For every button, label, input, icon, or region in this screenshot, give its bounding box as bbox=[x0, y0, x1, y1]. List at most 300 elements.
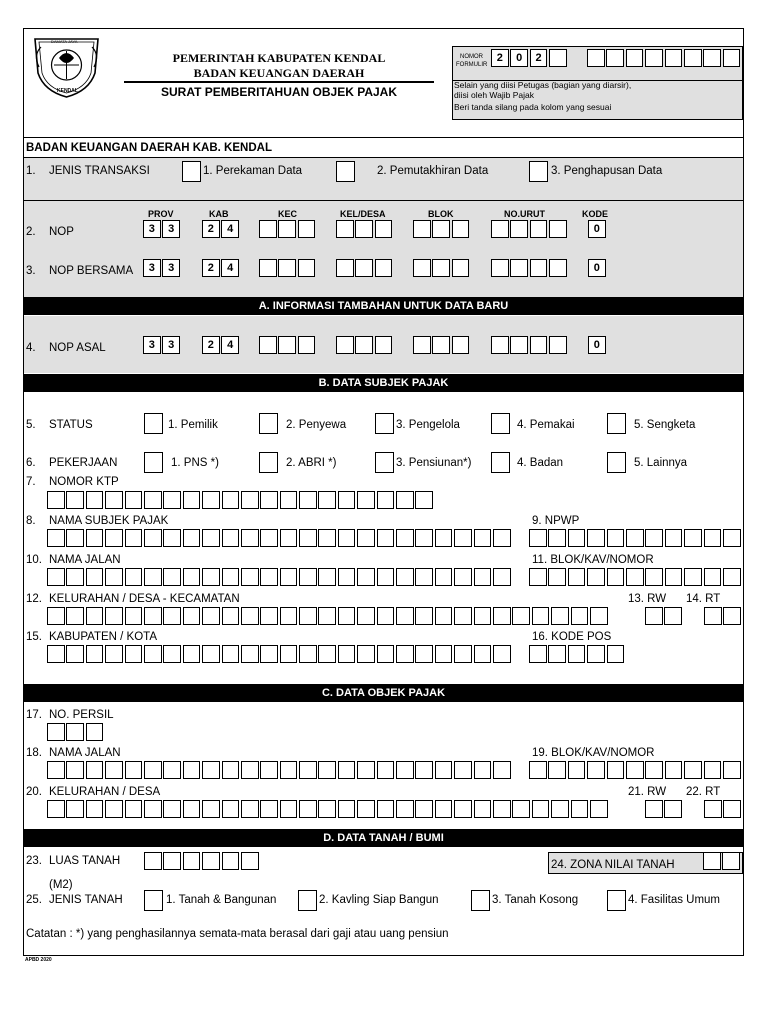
char-cell[interactable] bbox=[415, 800, 433, 818]
char-cell[interactable] bbox=[338, 800, 356, 818]
nop-digit[interactable]: 2 bbox=[202, 336, 220, 354]
char-cell[interactable] bbox=[105, 491, 123, 509]
char-cell[interactable] bbox=[607, 645, 625, 663]
char-cell[interactable] bbox=[144, 568, 162, 586]
nop-digit[interactable] bbox=[530, 259, 548, 277]
nop-digit[interactable] bbox=[336, 220, 354, 238]
char-cell[interactable] bbox=[241, 529, 259, 547]
nop-digit[interactable] bbox=[491, 336, 509, 354]
char-cell[interactable] bbox=[202, 529, 220, 547]
char-cell[interactable] bbox=[665, 761, 683, 779]
pekerjaan-pensiunan-checkbox[interactable] bbox=[375, 452, 394, 473]
char-cell[interactable] bbox=[183, 761, 201, 779]
char-cell[interactable] bbox=[396, 645, 414, 663]
char-cell[interactable] bbox=[86, 607, 104, 625]
nop-digit[interactable] bbox=[298, 259, 316, 277]
char-cell[interactable] bbox=[47, 529, 65, 547]
nomor-digit[interactable] bbox=[703, 49, 721, 67]
char-cell[interactable] bbox=[435, 761, 453, 779]
pemutakhiran-checkbox[interactable] bbox=[336, 161, 355, 182]
nop-digit[interactable] bbox=[259, 220, 277, 238]
char-cell[interactable] bbox=[493, 607, 511, 625]
char-cell[interactable] bbox=[568, 529, 586, 547]
char-cell[interactable] bbox=[260, 491, 278, 509]
char-cell[interactable] bbox=[338, 761, 356, 779]
char-cell[interactable] bbox=[357, 645, 375, 663]
char-cell[interactable] bbox=[338, 645, 356, 663]
char-cell[interactable] bbox=[338, 568, 356, 586]
char-cell[interactable] bbox=[125, 607, 143, 625]
nomor-digit[interactable] bbox=[606, 49, 624, 67]
char-cell[interactable] bbox=[280, 568, 298, 586]
char-cell[interactable] bbox=[66, 607, 84, 625]
char-cell[interactable] bbox=[222, 852, 240, 870]
nomor-digit[interactable] bbox=[549, 49, 567, 67]
char-cell[interactable] bbox=[703, 852, 721, 870]
nomor-digit[interactable]: 2 bbox=[530, 49, 548, 67]
char-cell[interactable] bbox=[587, 645, 605, 663]
char-cell[interactable] bbox=[722, 852, 740, 870]
char-cell[interactable] bbox=[415, 568, 433, 586]
char-cell[interactable] bbox=[548, 645, 566, 663]
nop-digit[interactable] bbox=[549, 336, 567, 354]
char-cell[interactable] bbox=[377, 529, 395, 547]
char-cell[interactable] bbox=[377, 761, 395, 779]
char-cell[interactable] bbox=[222, 761, 240, 779]
nop-digit[interactable] bbox=[375, 336, 393, 354]
char-cell[interactable] bbox=[377, 568, 395, 586]
char-cell[interactable] bbox=[163, 852, 181, 870]
char-cell[interactable] bbox=[260, 529, 278, 547]
char-cell[interactable] bbox=[318, 568, 336, 586]
char-cell[interactable] bbox=[105, 568, 123, 586]
char-cell[interactable] bbox=[66, 568, 84, 586]
char-cell[interactable] bbox=[704, 529, 722, 547]
char-cell[interactable] bbox=[568, 761, 586, 779]
pekerjaan-abri-checkbox[interactable] bbox=[259, 452, 278, 473]
char-cell[interactable] bbox=[144, 800, 162, 818]
char-cell[interactable] bbox=[377, 607, 395, 625]
nop-digit[interactable] bbox=[413, 259, 431, 277]
char-cell[interactable] bbox=[529, 761, 547, 779]
nop-digit[interactable] bbox=[259, 336, 277, 354]
char-cell[interactable] bbox=[318, 491, 336, 509]
nop-digit[interactable] bbox=[355, 259, 373, 277]
char-cell[interactable] bbox=[454, 529, 472, 547]
nop-digit[interactable] bbox=[298, 220, 316, 238]
nop-digit[interactable]: 4 bbox=[221, 220, 239, 238]
nop-digit[interactable] bbox=[413, 336, 431, 354]
char-cell[interactable] bbox=[222, 529, 240, 547]
char-cell[interactable] bbox=[664, 800, 682, 818]
nop-digit[interactable] bbox=[530, 336, 548, 354]
char-cell[interactable] bbox=[47, 607, 65, 625]
char-cell[interactable] bbox=[493, 645, 511, 663]
char-cell[interactable] bbox=[529, 645, 547, 663]
nop-digit[interactable]: 2 bbox=[202, 220, 220, 238]
char-cell[interactable] bbox=[357, 491, 375, 509]
char-cell[interactable] bbox=[607, 568, 625, 586]
char-cell[interactable] bbox=[626, 761, 644, 779]
nop-digit[interactable]: 2 bbox=[202, 259, 220, 277]
char-cell[interactable] bbox=[607, 529, 625, 547]
char-cell[interactable] bbox=[435, 568, 453, 586]
char-cell[interactable] bbox=[47, 761, 65, 779]
status-sengketa-checkbox[interactable] bbox=[607, 413, 626, 434]
char-cell[interactable] bbox=[590, 607, 608, 625]
nop-digit[interactable]: 3 bbox=[143, 259, 161, 277]
char-cell[interactable] bbox=[299, 529, 317, 547]
char-cell[interactable] bbox=[105, 800, 123, 818]
char-cell[interactable] bbox=[357, 568, 375, 586]
char-cell[interactable] bbox=[474, 607, 492, 625]
char-cell[interactable] bbox=[587, 529, 605, 547]
char-cell[interactable] bbox=[529, 568, 547, 586]
char-cell[interactable] bbox=[105, 645, 123, 663]
char-cell[interactable] bbox=[415, 491, 433, 509]
char-cell[interactable] bbox=[163, 568, 181, 586]
nop-digit[interactable] bbox=[432, 220, 450, 238]
pekerjaan-badan-checkbox[interactable] bbox=[491, 452, 510, 473]
char-cell[interactable] bbox=[202, 491, 220, 509]
char-cell[interactable] bbox=[163, 800, 181, 818]
char-cell[interactable] bbox=[183, 568, 201, 586]
char-cell[interactable] bbox=[512, 607, 530, 625]
pekerjaan-lainnya-checkbox[interactable] bbox=[607, 452, 626, 473]
char-cell[interactable] bbox=[299, 645, 317, 663]
nop-digit[interactable]: 3 bbox=[162, 336, 180, 354]
nomor-digit[interactable]: 0 bbox=[510, 49, 528, 67]
nop-digit[interactable] bbox=[452, 220, 470, 238]
char-cell[interactable] bbox=[474, 761, 492, 779]
char-cell[interactable] bbox=[163, 607, 181, 625]
nop-digit[interactable] bbox=[491, 259, 509, 277]
char-cell[interactable] bbox=[183, 529, 201, 547]
char-cell[interactable] bbox=[86, 800, 104, 818]
char-cell[interactable] bbox=[415, 607, 433, 625]
char-cell[interactable] bbox=[241, 607, 259, 625]
nop-digit[interactable] bbox=[259, 259, 277, 277]
char-cell[interactable] bbox=[202, 852, 220, 870]
char-cell[interactable] bbox=[318, 761, 336, 779]
char-cell[interactable] bbox=[318, 645, 336, 663]
char-cell[interactable] bbox=[704, 800, 722, 818]
nop-digit[interactable]: 3 bbox=[162, 220, 180, 238]
char-cell[interactable] bbox=[86, 491, 104, 509]
char-cell[interactable] bbox=[241, 568, 259, 586]
char-cell[interactable] bbox=[415, 761, 433, 779]
char-cell[interactable] bbox=[548, 568, 566, 586]
char-cell[interactable] bbox=[66, 491, 84, 509]
char-cell[interactable] bbox=[202, 568, 220, 586]
nop-digit[interactable]: 4 bbox=[221, 336, 239, 354]
nop-digit[interactable] bbox=[336, 259, 354, 277]
nop-digit[interactable]: 3 bbox=[143, 220, 161, 238]
char-cell[interactable] bbox=[260, 568, 278, 586]
char-cell[interactable] bbox=[723, 761, 741, 779]
char-cell[interactable] bbox=[396, 529, 414, 547]
char-cell[interactable] bbox=[454, 800, 472, 818]
char-cell[interactable] bbox=[222, 491, 240, 509]
char-cell[interactable] bbox=[125, 529, 143, 547]
char-cell[interactable] bbox=[474, 645, 492, 663]
char-cell[interactable] bbox=[551, 607, 569, 625]
char-cell[interactable] bbox=[645, 529, 663, 547]
char-cell[interactable] bbox=[357, 607, 375, 625]
char-cell[interactable] bbox=[704, 607, 722, 625]
char-cell[interactable] bbox=[280, 761, 298, 779]
char-cell[interactable] bbox=[587, 568, 605, 586]
char-cell[interactable] bbox=[415, 645, 433, 663]
char-cell[interactable] bbox=[280, 800, 298, 818]
char-cell[interactable] bbox=[163, 761, 181, 779]
char-cell[interactable] bbox=[529, 529, 547, 547]
nomor-digit[interactable] bbox=[723, 49, 741, 67]
char-cell[interactable] bbox=[144, 852, 162, 870]
char-cell[interactable] bbox=[645, 568, 663, 586]
char-cell[interactable] bbox=[202, 761, 220, 779]
char-cell[interactable] bbox=[396, 761, 414, 779]
char-cell[interactable] bbox=[66, 723, 84, 741]
char-cell[interactable] bbox=[396, 568, 414, 586]
char-cell[interactable] bbox=[183, 645, 201, 663]
char-cell[interactable] bbox=[568, 568, 586, 586]
char-cell[interactable] bbox=[144, 491, 162, 509]
char-cell[interactable] bbox=[66, 529, 84, 547]
char-cell[interactable] bbox=[454, 568, 472, 586]
char-cell[interactable] bbox=[474, 568, 492, 586]
char-cell[interactable] bbox=[163, 645, 181, 663]
char-cell[interactable] bbox=[377, 491, 395, 509]
char-cell[interactable] bbox=[66, 761, 84, 779]
char-cell[interactable] bbox=[222, 568, 240, 586]
nop-digit[interactable] bbox=[510, 336, 528, 354]
nop-digit[interactable]: 3 bbox=[162, 259, 180, 277]
char-cell[interactable] bbox=[590, 800, 608, 818]
char-cell[interactable] bbox=[435, 607, 453, 625]
char-cell[interactable] bbox=[626, 568, 644, 586]
nop-digit[interactable] bbox=[355, 336, 373, 354]
char-cell[interactable] bbox=[493, 568, 511, 586]
nop-digit[interactable]: 0 bbox=[588, 259, 606, 277]
nomor-digit[interactable] bbox=[587, 49, 605, 67]
char-cell[interactable] bbox=[222, 607, 240, 625]
char-cell[interactable] bbox=[474, 800, 492, 818]
char-cell[interactable] bbox=[86, 723, 104, 741]
nop-digit[interactable] bbox=[278, 220, 296, 238]
char-cell[interactable] bbox=[587, 761, 605, 779]
char-cell[interactable] bbox=[299, 761, 317, 779]
char-cell[interactable] bbox=[664, 607, 682, 625]
char-cell[interactable] bbox=[144, 645, 162, 663]
char-cell[interactable] bbox=[571, 800, 589, 818]
char-cell[interactable] bbox=[435, 645, 453, 663]
char-cell[interactable] bbox=[474, 529, 492, 547]
char-cell[interactable] bbox=[377, 800, 395, 818]
nop-digit[interactable] bbox=[375, 259, 393, 277]
nomor-digit[interactable]: 2 bbox=[491, 49, 509, 67]
char-cell[interactable] bbox=[532, 607, 550, 625]
nop-digit[interactable] bbox=[375, 220, 393, 238]
char-cell[interactable] bbox=[396, 491, 414, 509]
char-cell[interactable] bbox=[723, 529, 741, 547]
char-cell[interactable] bbox=[86, 645, 104, 663]
char-cell[interactable] bbox=[260, 607, 278, 625]
char-cell[interactable] bbox=[377, 645, 395, 663]
char-cell[interactable] bbox=[144, 607, 162, 625]
char-cell[interactable] bbox=[645, 607, 663, 625]
char-cell[interactable] bbox=[183, 491, 201, 509]
nop-digit[interactable] bbox=[432, 336, 450, 354]
char-cell[interactable] bbox=[86, 529, 104, 547]
char-cell[interactable] bbox=[125, 491, 143, 509]
char-cell[interactable] bbox=[163, 491, 181, 509]
char-cell[interactable] bbox=[454, 645, 472, 663]
status-pengelola-checkbox[interactable] bbox=[375, 413, 394, 434]
char-cell[interactable] bbox=[357, 800, 375, 818]
char-cell[interactable] bbox=[532, 800, 550, 818]
char-cell[interactable] bbox=[241, 852, 259, 870]
char-cell[interactable] bbox=[435, 529, 453, 547]
char-cell[interactable] bbox=[144, 761, 162, 779]
nop-digit[interactable] bbox=[432, 259, 450, 277]
char-cell[interactable] bbox=[512, 800, 530, 818]
char-cell[interactable] bbox=[665, 529, 683, 547]
nop-digit[interactable]: 0 bbox=[588, 220, 606, 238]
char-cell[interactable] bbox=[260, 800, 278, 818]
char-cell[interactable] bbox=[396, 607, 414, 625]
char-cell[interactable] bbox=[568, 645, 586, 663]
char-cell[interactable] bbox=[260, 645, 278, 663]
char-cell[interactable] bbox=[66, 645, 84, 663]
nomor-digit[interactable] bbox=[626, 49, 644, 67]
char-cell[interactable] bbox=[338, 491, 356, 509]
char-cell[interactable] bbox=[125, 800, 143, 818]
char-cell[interactable] bbox=[357, 761, 375, 779]
char-cell[interactable] bbox=[86, 761, 104, 779]
char-cell[interactable] bbox=[299, 800, 317, 818]
fasilitas-umum-checkbox[interactable] bbox=[607, 890, 626, 911]
nomor-digit[interactable] bbox=[665, 49, 683, 67]
char-cell[interactable] bbox=[125, 761, 143, 779]
status-pemilik-checkbox[interactable] bbox=[144, 413, 163, 434]
char-cell[interactable] bbox=[454, 607, 472, 625]
nop-digit[interactable] bbox=[336, 336, 354, 354]
char-cell[interactable] bbox=[396, 800, 414, 818]
char-cell[interactable] bbox=[493, 800, 511, 818]
char-cell[interactable] bbox=[202, 800, 220, 818]
char-cell[interactable] bbox=[280, 645, 298, 663]
char-cell[interactable] bbox=[299, 491, 317, 509]
nop-digit[interactable] bbox=[510, 259, 528, 277]
char-cell[interactable] bbox=[260, 761, 278, 779]
char-cell[interactable] bbox=[626, 529, 644, 547]
char-cell[interactable] bbox=[684, 761, 702, 779]
char-cell[interactable] bbox=[645, 800, 663, 818]
char-cell[interactable] bbox=[144, 529, 162, 547]
char-cell[interactable] bbox=[241, 491, 259, 509]
char-cell[interactable] bbox=[47, 568, 65, 586]
char-cell[interactable] bbox=[299, 568, 317, 586]
nop-digit[interactable]: 3 bbox=[143, 336, 161, 354]
char-cell[interactable] bbox=[493, 761, 511, 779]
char-cell[interactable] bbox=[338, 529, 356, 547]
char-cell[interactable] bbox=[105, 761, 123, 779]
char-cell[interactable] bbox=[105, 529, 123, 547]
char-cell[interactable] bbox=[183, 852, 201, 870]
char-cell[interactable] bbox=[105, 607, 123, 625]
char-cell[interactable] bbox=[280, 529, 298, 547]
nop-digit[interactable]: 0 bbox=[588, 336, 606, 354]
status-penyewa-checkbox[interactable] bbox=[259, 413, 278, 434]
nomor-digit[interactable] bbox=[684, 49, 702, 67]
nop-digit[interactable] bbox=[298, 336, 316, 354]
char-cell[interactable] bbox=[222, 800, 240, 818]
char-cell[interactable] bbox=[723, 568, 741, 586]
char-cell[interactable] bbox=[47, 645, 65, 663]
char-cell[interactable] bbox=[222, 645, 240, 663]
penghapusan-checkbox[interactable] bbox=[529, 161, 548, 182]
nop-digit[interactable] bbox=[413, 220, 431, 238]
char-cell[interactable] bbox=[299, 607, 317, 625]
char-cell[interactable] bbox=[47, 723, 65, 741]
nop-digit[interactable] bbox=[549, 220, 567, 238]
char-cell[interactable] bbox=[723, 800, 741, 818]
tanah-bangunan-checkbox[interactable] bbox=[144, 890, 163, 911]
char-cell[interactable] bbox=[318, 529, 336, 547]
char-cell[interactable] bbox=[684, 529, 702, 547]
char-cell[interactable] bbox=[125, 568, 143, 586]
char-cell[interactable] bbox=[548, 529, 566, 547]
char-cell[interactable] bbox=[415, 529, 433, 547]
char-cell[interactable] bbox=[723, 607, 741, 625]
char-cell[interactable] bbox=[202, 645, 220, 663]
char-cell[interactable] bbox=[241, 800, 259, 818]
char-cell[interactable] bbox=[47, 800, 65, 818]
perekaman-checkbox[interactable] bbox=[182, 161, 201, 182]
char-cell[interactable] bbox=[280, 491, 298, 509]
char-cell[interactable] bbox=[454, 761, 472, 779]
char-cell[interactable] bbox=[125, 645, 143, 663]
char-cell[interactable] bbox=[645, 761, 663, 779]
char-cell[interactable] bbox=[66, 800, 84, 818]
nop-digit[interactable] bbox=[549, 259, 567, 277]
char-cell[interactable] bbox=[548, 761, 566, 779]
nop-digit[interactable] bbox=[491, 220, 509, 238]
char-cell[interactable] bbox=[665, 568, 683, 586]
char-cell[interactable] bbox=[318, 800, 336, 818]
nop-digit[interactable] bbox=[452, 259, 470, 277]
char-cell[interactable] bbox=[183, 607, 201, 625]
char-cell[interactable] bbox=[551, 800, 569, 818]
pekerjaan-pns-checkbox[interactable] bbox=[144, 452, 163, 473]
char-cell[interactable] bbox=[704, 568, 722, 586]
char-cell[interactable] bbox=[684, 568, 702, 586]
nop-digit[interactable] bbox=[278, 259, 296, 277]
char-cell[interactable] bbox=[571, 607, 589, 625]
char-cell[interactable] bbox=[493, 529, 511, 547]
char-cell[interactable] bbox=[318, 607, 336, 625]
kavling-checkbox[interactable] bbox=[298, 890, 317, 911]
char-cell[interactable] bbox=[183, 800, 201, 818]
nop-digit[interactable] bbox=[278, 336, 296, 354]
nop-digit[interactable] bbox=[355, 220, 373, 238]
char-cell[interactable] bbox=[47, 491, 65, 509]
nop-digit[interactable]: 4 bbox=[221, 259, 239, 277]
nop-digit[interactable] bbox=[530, 220, 548, 238]
status-pemakai-checkbox[interactable] bbox=[491, 413, 510, 434]
tanah-kosong-checkbox[interactable] bbox=[471, 890, 490, 911]
